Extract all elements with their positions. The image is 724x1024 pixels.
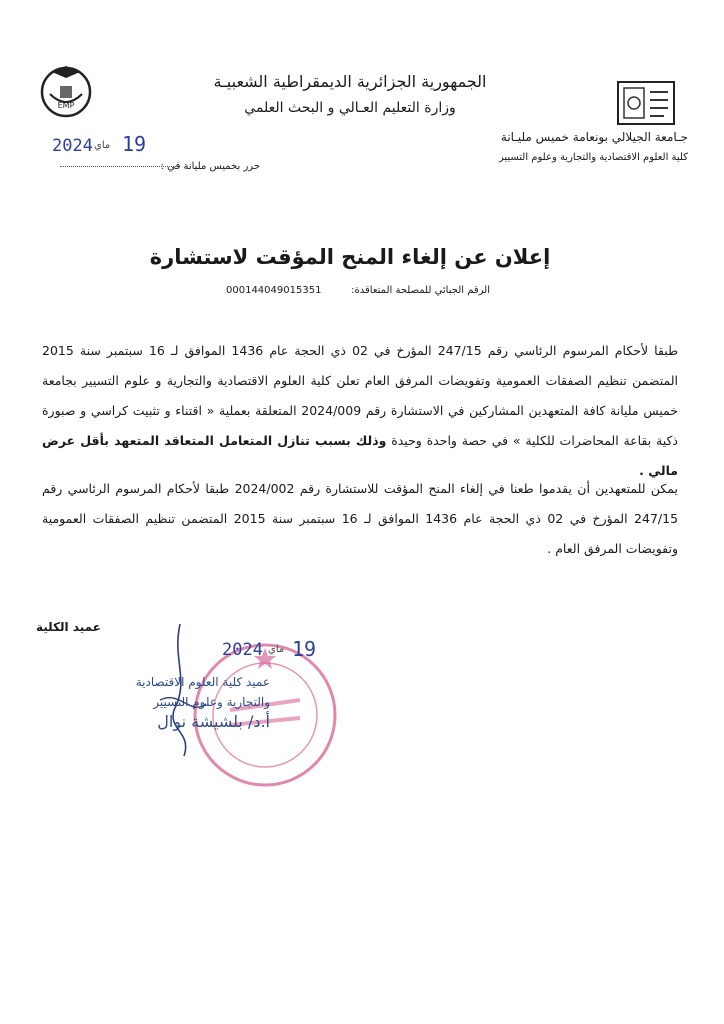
date-month: ماي	[94, 140, 111, 151]
dean-signature-block	[60, 672, 270, 732]
dean-title: عميد الكلية	[36, 620, 101, 634]
university-logo-icon	[614, 78, 678, 128]
announcement-title: إعلان عن إلغاء المنح المؤقت لاستشارة	[149, 245, 551, 269]
faculty-name: كلية العلوم الاقتصادية والتجارية وعلوم التسيير	[498, 152, 688, 163]
ministry-heading: وزارة التعليم العـالي و البحث العلمي	[244, 100, 456, 116]
tax-number: 000144049015351	[226, 285, 322, 296]
date-year: 2024	[52, 136, 93, 156]
dean-role-line-1: عميد كلية العلوم الاقتصادية	[135, 675, 270, 689]
body-paragraph-2: يمكن للمتعهدين أن يقدموا طعنا في إلغاء المنح المؤقت للاستشارة رقم 2024/002 طبقا لأحكام المرسوم الرئاسي رقم 247/15 المؤرخ في 02 ذي الحجة عام 1436 الموافق لـ 16 سبتمبر سنة 2015 المتضمن تنظيم الصفقات العمومية وتفويضات المرفق العام .	[42, 481, 679, 556]
body-paragraph-1	[42, 336, 678, 486]
paragraph-1-text: طبقا لأحكام المرسوم الرئاسي رقم 247/15 المؤرخ في 02 ذي الحجة عام 1436 الموافق لـ 16 سبتمبر سنة 2015 المتضمن تنظيم الصفقات العمومية وتفويضات المرفق العام تعلن كلية العلوم الاقتصادية والتجارية و علوم التسيير بجامعة خميس مليانة كافة المتعهدين المشاركين في الاستشارة رقم 2024/009 المتعلقة بعملية « اقتناء و تثبيت كراسي و صبورة ذكية بقاعة المحاضرات للكلية » في حصة واحدة وحيدة	[42, 343, 679, 448]
tax-number-label: الرقم الجبائي للمصلحة المتعاقدة:	[351, 285, 490, 296]
signature-date-year: 2024	[222, 640, 263, 660]
paragraph-1-bold-text: وذلك بسبب تنازل المتعامل المتعاقد المتعهد بأقل عرض مالي .	[42, 433, 678, 478]
dean-role-line-2: والتجارية وعلوم التسيير	[153, 695, 270, 709]
dean-name: أ.د/ بلشيشة نوال	[157, 712, 270, 731]
university-name: جـامعة الجيلالي بونعامة خميس مليـانة	[500, 130, 688, 144]
signature-date-month: ماي	[268, 644, 285, 655]
signature-date-day: 19	[292, 637, 317, 661]
ministry-logo-icon	[36, 60, 96, 120]
date-day: 19	[122, 132, 147, 156]
place-label: حرر بخميس مليانة في :	[160, 161, 260, 172]
republic-heading: الجمهورية الجزائرية الديمقراطية الشعبيـة	[213, 72, 487, 91]
svg-text:EMP: EMP	[57, 101, 75, 110]
